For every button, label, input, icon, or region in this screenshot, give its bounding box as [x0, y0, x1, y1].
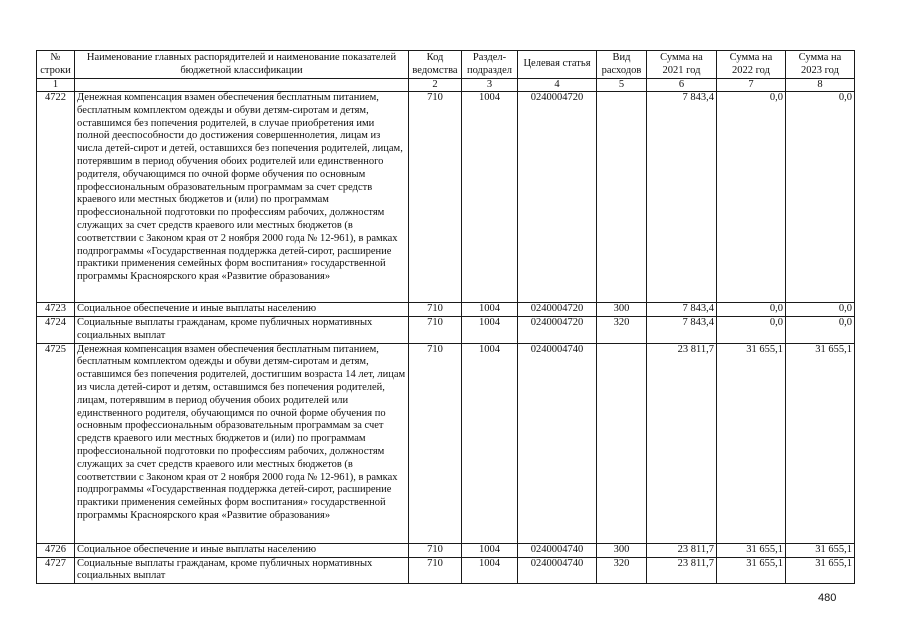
col-num-8: 8 [786, 79, 855, 92]
header-sum-2021: Сумма на 2021 год [647, 51, 717, 79]
row-number: 4724 [37, 317, 75, 344]
table-row [37, 557, 855, 584]
table-row [37, 303, 855, 317]
page-number: 480 [818, 592, 837, 604]
table-row [37, 343, 855, 543]
row-section: 1004 [462, 343, 518, 543]
col-num-3: 3 [462, 79, 518, 92]
row-number: 4727 [37, 557, 75, 584]
row-number: 4726 [37, 543, 75, 557]
row-sum-2021: 7 843,4 [647, 303, 717, 317]
col-num-4: 4 [518, 79, 597, 92]
row-sum-2021: 23 811,7 [647, 343, 717, 543]
row-sum-2022: 0,0 [717, 317, 786, 344]
row-sum-2023: 31 655,1 [786, 543, 855, 557]
row-name: Социальное обеспечение и иные выплаты населению [75, 543, 409, 557]
row-dept-code: 710 [409, 557, 462, 584]
row-exp-type: 320 [597, 317, 647, 344]
row-number: 4722 [37, 92, 75, 303]
row-name: Денежная компенсация взамен обеспечения бесплатным питанием, бесплатным комплектом одежды и обуви детям-сиротам и детям, оставшимся без попечения родителей, достигшим возраста 14 лет, лицам из числа детей-сирот и детям, оставшимся без попечения родителей, лицам, потерявшим в период обучения обоих родителей или единственного родителя, обучающимся по очной форме обучения по основным профессиональным образовательным программам за счет средств краевого или местных бюджетов и (или) по программам профессиональной подготовки по профессиям рабочих, должностям служащих за счет средств краевого или местных бюджетов (в соответствии с Законом края от 2 ноября 2000 года № 12-961), в рамках подпрограммы «Государственная поддержка детей-сирот, расширение практики применения семейных форм воспитания» государственной программы Красноярского края «Развитие образования» [75, 343, 409, 543]
row-sum-2023: 31 655,1 [786, 557, 855, 584]
table-row [37, 543, 855, 557]
row-sum-2022: 31 655,1 [717, 557, 786, 584]
row-sum-2023: 31 655,1 [786, 343, 855, 543]
row-exp-type: 300 [597, 543, 647, 557]
header-row-no: № строки [37, 51, 75, 79]
header-exp-type: Вид расходов [597, 51, 647, 79]
row-sum-2022: 0,0 [717, 303, 786, 317]
col-num-1: 1 [37, 79, 75, 92]
row-dept-code: 710 [409, 303, 462, 317]
header-row [37, 51, 855, 79]
row-sum-2022: 0,0 [717, 92, 786, 303]
header-name: Наименование главных распорядителей и наименование показателей бюджетной классификации [75, 51, 409, 79]
row-target: 0240004740 [518, 557, 597, 584]
row-name: Социальные выплаты гражданам, кроме публичных нормативных социальных выплат [75, 317, 409, 344]
row-sum-2022: 31 655,1 [717, 343, 786, 543]
row-name: Социальные выплаты гражданам, кроме публичных нормативных социальных выплат [75, 557, 409, 584]
header-target: Целевая статья [518, 51, 597, 79]
row-sum-2023: 0,0 [786, 303, 855, 317]
row-sum-2021: 23 811,7 [647, 557, 717, 584]
header-dept-code: Код ведомства [409, 51, 462, 79]
column-number-row [37, 79, 855, 92]
row-section: 1004 [462, 543, 518, 557]
row-section: 1004 [462, 303, 518, 317]
row-name: Социальное обеспечение и иные выплаты населению [75, 303, 409, 317]
header-sum-2022: Сумма на 2022 год [717, 51, 786, 79]
col-num-2: 2 [409, 79, 462, 92]
row-sum-2021: 23 811,7 [647, 543, 717, 557]
row-section: 1004 [462, 557, 518, 584]
row-target: 0240004720 [518, 317, 597, 344]
row-sum-2022: 31 655,1 [717, 543, 786, 557]
row-sum-2023: 0,0 [786, 317, 855, 344]
row-dept-code: 710 [409, 343, 462, 543]
row-section: 1004 [462, 92, 518, 303]
row-exp-type: 300 [597, 303, 647, 317]
col-num-5: 5 [597, 79, 647, 92]
row-section: 1004 [462, 317, 518, 344]
row-sum-2021: 7 843,4 [647, 92, 717, 303]
header-section: Раздел-подраздел [462, 51, 518, 79]
row-exp-type [597, 343, 647, 543]
row-target: 0240004720 [518, 92, 597, 303]
table-row [37, 92, 855, 303]
row-sum-2023: 0,0 [786, 92, 855, 303]
row-name: Денежная компенсация взамен обеспечения бесплатным питанием, бесплатным комплектом одежды и обуви детям-сиротам и детям, оставшимся без попечения родителей, в случае приобретения ими полной дееспособности до достижения совершеннолетия, лицам из числа детей-сирот и детей, оставшихся без попечения родителей, лицам, потерявшим в период обучения обоих родителей или единственного родителя, обучающимся по очной форме обучения по основным профессиональным образовательным программам за счет средств краевого или местных бюджетов и (или) по программам профессиональной подготовки по профессиям рабочих, должностям служащих за счет средств краевого или местных бюджетов (в соответствии с Законом края от 2 ноября 2000 года № 12-961), в рамках подпрограммы «Государственная поддержка детей-сирот, расширение практики применения семейных форм воспитания» государственной программы Красноярского края «Развитие образования» [75, 92, 409, 303]
col-num-1b [75, 79, 409, 92]
col-num-6: 6 [647, 79, 717, 92]
row-sum-2021: 7 843,4 [647, 317, 717, 344]
table-row [37, 317, 855, 344]
row-dept-code: 710 [409, 92, 462, 303]
row-number: 4723 [37, 303, 75, 317]
row-exp-type [597, 92, 647, 303]
header-sum-2023: Сумма на 2023 год [786, 51, 855, 79]
row-target: 0240004740 [518, 343, 597, 543]
budget-table [36, 50, 855, 584]
col-num-7: 7 [717, 79, 786, 92]
row-number: 4725 [37, 343, 75, 543]
row-exp-type: 320 [597, 557, 647, 584]
row-dept-code: 710 [409, 543, 462, 557]
row-target: 0240004740 [518, 543, 597, 557]
row-target: 0240004720 [518, 303, 597, 317]
row-dept-code: 710 [409, 317, 462, 344]
